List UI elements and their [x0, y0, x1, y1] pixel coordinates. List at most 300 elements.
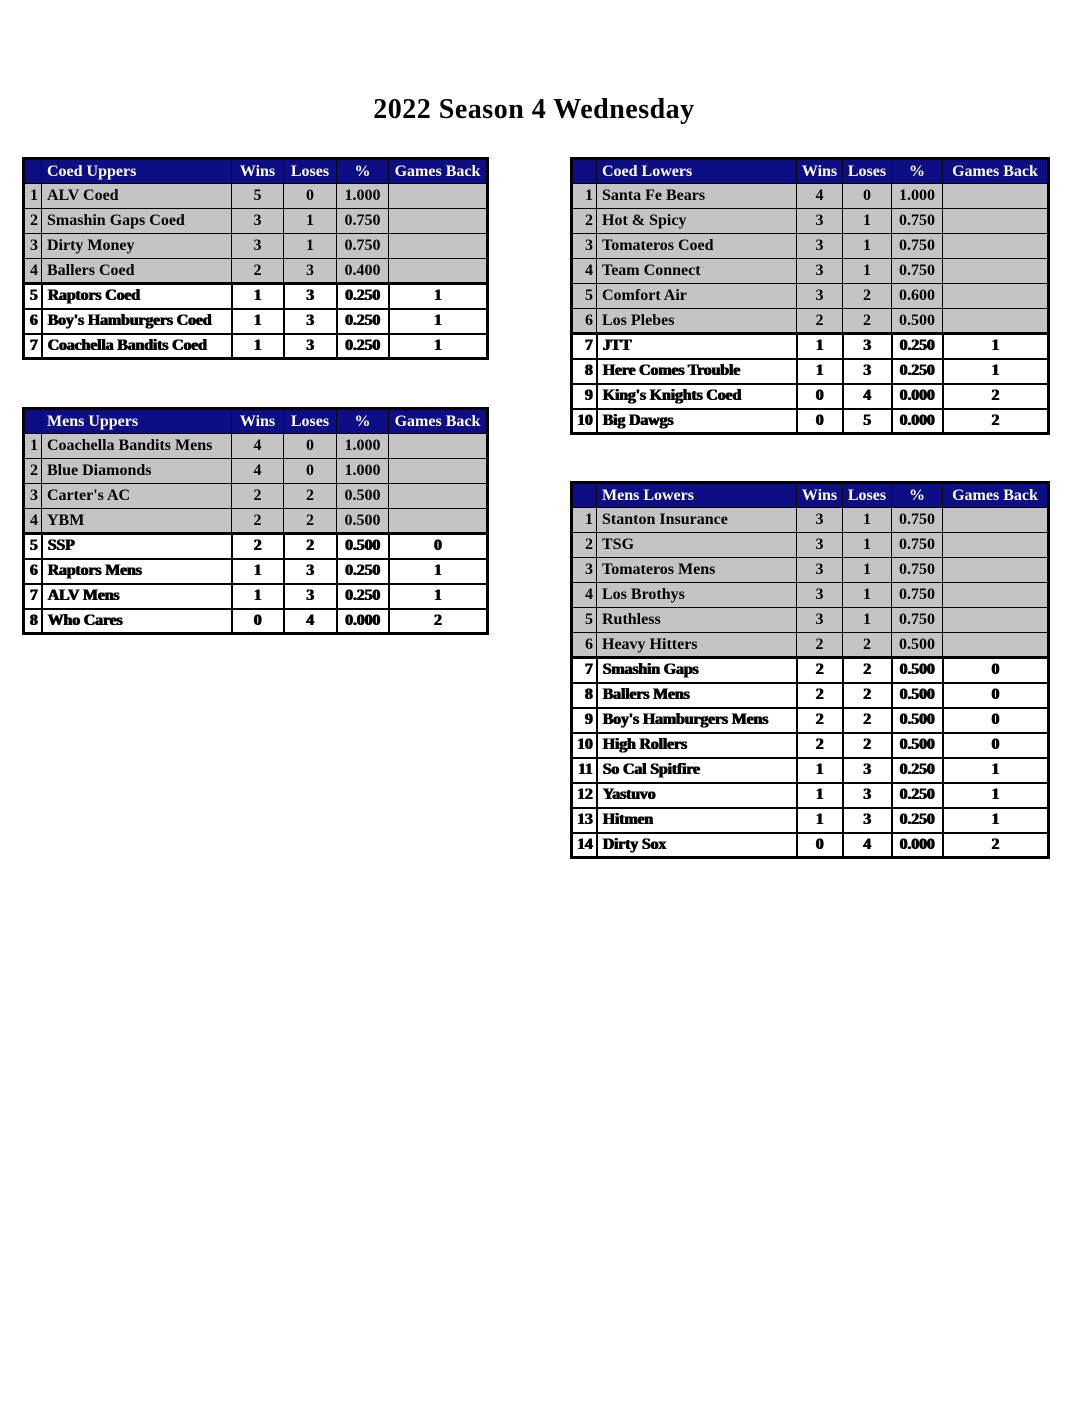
- rank-cell: 9: [572, 384, 597, 409]
- standings-row: [572, 683, 1049, 708]
- table-header-row: [24, 159, 488, 184]
- pct-header-cell: %: [892, 483, 943, 508]
- games-back-cell: 0: [389, 534, 488, 559]
- loses-cell: 1: [284, 234, 337, 259]
- loses-cell: 3: [843, 808, 892, 833]
- loses-cell: 3: [284, 334, 337, 359]
- loses-cell: 1: [843, 558, 892, 583]
- wins-cell: 3: [232, 234, 284, 259]
- pct-cell: 1.000: [892, 184, 943, 209]
- loses-header-cell: Loses: [843, 159, 892, 184]
- team-name-cell: Heavy Hitters: [597, 633, 797, 658]
- rank-cell: 2: [572, 533, 597, 558]
- pct-cell: 0.500: [337, 509, 389, 534]
- loses-cell: 1: [284, 209, 337, 234]
- table-header-row: [572, 159, 1049, 184]
- pct-cell: 0.500: [892, 708, 943, 733]
- team-name-cell: Dirty Sox: [597, 833, 797, 858]
- wins-cell: 4: [797, 184, 843, 209]
- pct-cell: 0.400: [337, 259, 389, 284]
- pct-cell: 0.750: [892, 234, 943, 259]
- wins-cell: 1: [232, 559, 284, 584]
- wins-cell: 1: [232, 584, 284, 609]
- pct-cell: 1.000: [337, 184, 389, 209]
- standings-row: [572, 184, 1049, 209]
- team-name-cell: Coachella Bandits Coed: [42, 334, 232, 359]
- team-name-cell: Coachella Bandits Mens: [42, 434, 232, 459]
- loses-cell: 1: [843, 209, 892, 234]
- team-name-cell: TSG: [597, 533, 797, 558]
- loses-cell: 3: [843, 758, 892, 783]
- pct-cell: 1.000: [337, 459, 389, 484]
- rank-cell: 6: [572, 633, 597, 658]
- games-back-cell: [389, 209, 488, 234]
- loses-cell: 1: [843, 583, 892, 608]
- standings-row: [24, 334, 488, 359]
- standings-row: [24, 284, 488, 309]
- team-name-cell: Los Plebes: [597, 309, 797, 334]
- mens-lowers-standings: [570, 481, 1050, 859]
- wins-header-cell: Wins: [797, 483, 843, 508]
- games-back-header-cell: Games Back: [389, 159, 488, 184]
- coed-uppers-standings: [22, 157, 489, 360]
- standings-row: [572, 633, 1049, 658]
- wins-cell: 1: [797, 783, 843, 808]
- loses-cell: 3: [284, 584, 337, 609]
- team-name-cell: Los Brothys: [597, 583, 797, 608]
- team-name-cell: Yastuvo: [597, 783, 797, 808]
- rank-header-cell: [572, 159, 597, 184]
- pct-cell: 0.250: [892, 359, 943, 384]
- rank-cell: 7: [572, 658, 597, 683]
- rank-cell: 8: [24, 609, 42, 634]
- games-back-cell: [943, 234, 1049, 259]
- pct-header-cell: %: [337, 409, 389, 434]
- rank-cell: 1: [572, 184, 597, 209]
- games-back-cell: [943, 633, 1049, 658]
- rank-cell: 8: [572, 359, 597, 384]
- pct-cell: 0.500: [892, 733, 943, 758]
- games-back-cell: [943, 184, 1049, 209]
- rank-cell: 7: [24, 584, 42, 609]
- pct-header-cell: %: [892, 159, 943, 184]
- pct-header-cell: %: [337, 159, 389, 184]
- standings-row: [572, 409, 1049, 434]
- rank-cell: 13: [572, 808, 597, 833]
- pct-cell: 0.250: [337, 559, 389, 584]
- team-name-cell: Hot & Spicy: [597, 209, 797, 234]
- rank-cell: 5: [24, 284, 42, 309]
- wins-cell: 5: [232, 184, 284, 209]
- games-back-cell: 0: [943, 683, 1049, 708]
- pct-cell: 0.000: [892, 409, 943, 434]
- rank-cell: 11: [572, 758, 597, 783]
- wins-cell: 3: [797, 583, 843, 608]
- loses-cell: 2: [284, 534, 337, 559]
- standings-row: [24, 609, 488, 634]
- standings-row: [572, 608, 1049, 633]
- rank-cell: 5: [24, 534, 42, 559]
- rank-cell: 2: [24, 459, 42, 484]
- standings-row: [24, 559, 488, 584]
- standings-row: [24, 234, 488, 259]
- wins-cell: 1: [797, 758, 843, 783]
- games-back-cell: 1: [389, 309, 488, 334]
- games-back-cell: 1: [943, 359, 1049, 384]
- wins-cell: 2: [797, 708, 843, 733]
- rank-cell: 3: [572, 558, 597, 583]
- standings-row: [24, 259, 488, 284]
- mens-lowers-table: [570, 481, 1047, 859]
- pct-cell: 0.750: [892, 608, 943, 633]
- rank-cell: 6: [24, 309, 42, 334]
- team-name-cell: Raptors Mens: [42, 559, 232, 584]
- games-back-cell: [943, 608, 1049, 633]
- wins-cell: 2: [797, 733, 843, 758]
- rank-cell: 4: [572, 583, 597, 608]
- wins-cell: 3: [232, 209, 284, 234]
- wins-cell: 2: [797, 633, 843, 658]
- games-back-cell: [943, 309, 1049, 334]
- team-name-cell: Smashin Gaps Coed: [42, 209, 232, 234]
- standings-row: [572, 334, 1049, 359]
- standings-row: [572, 284, 1049, 309]
- standings-row: [24, 184, 488, 209]
- pct-cell: 0.750: [337, 234, 389, 259]
- pct-cell: 0.250: [892, 808, 943, 833]
- loses-cell: 2: [843, 658, 892, 683]
- loses-cell: 0: [284, 434, 337, 459]
- rank-cell: 1: [572, 508, 597, 533]
- rank-cell: 4: [24, 509, 42, 534]
- pct-cell: 0.750: [337, 209, 389, 234]
- loses-header-cell: Loses: [284, 159, 337, 184]
- wins-header-cell: Wins: [797, 159, 843, 184]
- loses-cell: 1: [843, 259, 892, 284]
- pct-cell: 0.750: [892, 259, 943, 284]
- wins-cell: 3: [797, 259, 843, 284]
- wins-cell: 2: [232, 534, 284, 559]
- wins-cell: 3: [797, 533, 843, 558]
- standings-row: [572, 833, 1049, 858]
- games-back-cell: 2: [943, 384, 1049, 409]
- pct-cell: 0.250: [337, 309, 389, 334]
- games-back-cell: 1: [389, 584, 488, 609]
- games-back-cell: 0: [943, 733, 1049, 758]
- table-header-row: [24, 409, 488, 434]
- wins-cell: 1: [797, 808, 843, 833]
- wins-cell: 2: [232, 484, 284, 509]
- wins-cell: 1: [232, 334, 284, 359]
- team-name-cell: Here Comes Trouble: [597, 359, 797, 384]
- rank-cell: 4: [24, 259, 42, 284]
- pct-cell: 0.750: [892, 558, 943, 583]
- loses-cell: 2: [843, 284, 892, 309]
- wins-cell: 2: [797, 658, 843, 683]
- wins-cell: 0: [797, 384, 843, 409]
- team-name-cell: Tomateros Mens: [597, 558, 797, 583]
- pct-cell: 0.000: [892, 384, 943, 409]
- games-back-cell: [389, 484, 488, 509]
- pct-cell: 0.250: [892, 334, 943, 359]
- rank-cell: 14: [572, 833, 597, 858]
- standings-row: [572, 783, 1049, 808]
- standings-row: [572, 234, 1049, 259]
- games-back-cell: [943, 533, 1049, 558]
- wins-cell: 0: [232, 609, 284, 634]
- team-name-cell: ALV Mens: [42, 584, 232, 609]
- wins-cell: 1: [797, 334, 843, 359]
- standings-row: [572, 658, 1049, 683]
- loses-cell: 0: [284, 184, 337, 209]
- games-back-cell: 1: [943, 758, 1049, 783]
- standings-row: [572, 508, 1049, 533]
- standings-row: [24, 509, 488, 534]
- rank-cell: 12: [572, 783, 597, 808]
- wins-header-cell: Wins: [232, 409, 284, 434]
- team-name-cell: ALV Coed: [42, 184, 232, 209]
- games-back-cell: [943, 284, 1049, 309]
- standings-row: [572, 808, 1049, 833]
- games-back-header-cell: Games Back: [943, 159, 1049, 184]
- wins-cell: 2: [797, 683, 843, 708]
- table-title: Mens Uppers: [42, 409, 232, 434]
- team-name-cell: Boy's Hamburgers Coed: [42, 309, 232, 334]
- rank-cell: 3: [24, 484, 42, 509]
- page-title: 2022 Season 4 Wednesday: [373, 94, 695, 125]
- team-name-cell: Stanton Insurance: [597, 508, 797, 533]
- wins-cell: 3: [797, 209, 843, 234]
- team-name-cell: Comfort Air: [597, 284, 797, 309]
- coed-lowers-table: [570, 157, 1047, 435]
- wins-cell: 2: [232, 259, 284, 284]
- games-back-cell: [943, 558, 1049, 583]
- games-back-cell: 0: [943, 708, 1049, 733]
- team-name-cell: High Rollers: [597, 733, 797, 758]
- loses-cell: 0: [843, 184, 892, 209]
- wins-cell: 3: [797, 558, 843, 583]
- team-name-cell: Santa Fe Bears: [597, 184, 797, 209]
- games-back-cell: [943, 259, 1049, 284]
- pct-cell: 0.250: [892, 758, 943, 783]
- loses-cell: 3: [843, 334, 892, 359]
- games-back-cell: 1: [943, 808, 1049, 833]
- rank-cell: 2: [572, 209, 597, 234]
- wins-cell: 1: [232, 284, 284, 309]
- loses-cell: 2: [843, 733, 892, 758]
- loses-cell: 5: [843, 409, 892, 434]
- standings-row: [572, 583, 1049, 608]
- games-back-cell: 1: [389, 559, 488, 584]
- games-back-cell: [389, 509, 488, 534]
- pct-cell: 0.250: [892, 783, 943, 808]
- coed-uppers-table: [22, 157, 486, 360]
- rank-cell: 7: [24, 334, 42, 359]
- loses-cell: 1: [843, 508, 892, 533]
- games-back-cell: 2: [389, 609, 488, 634]
- rank-cell: 5: [572, 608, 597, 633]
- wins-cell: 2: [797, 309, 843, 334]
- rank-cell: 9: [572, 708, 597, 733]
- games-back-header-cell: Games Back: [389, 409, 488, 434]
- standings-row: [572, 708, 1049, 733]
- table-header-row: [572, 483, 1049, 508]
- wins-cell: 2: [232, 509, 284, 534]
- rank-cell: 2: [24, 209, 42, 234]
- rank-cell: 8: [572, 683, 597, 708]
- team-name-cell: Smashin Gaps: [597, 658, 797, 683]
- pct-cell: 0.750: [892, 583, 943, 608]
- team-name-cell: Dirty Money: [42, 234, 232, 259]
- rank-cell: 3: [572, 234, 597, 259]
- loses-cell: 3: [284, 559, 337, 584]
- pct-cell: 0.000: [337, 609, 389, 634]
- loses-cell: 4: [284, 609, 337, 634]
- games-back-cell: 1: [943, 334, 1049, 359]
- wins-header-cell: Wins: [232, 159, 284, 184]
- standings-row: [24, 309, 488, 334]
- rank-cell: 10: [572, 409, 597, 434]
- loses-cell: 2: [284, 509, 337, 534]
- rank-cell: 7: [572, 334, 597, 359]
- games-back-header-cell: Games Back: [943, 483, 1049, 508]
- pct-cell: 0.750: [892, 209, 943, 234]
- pct-cell: 0.750: [892, 533, 943, 558]
- team-name-cell: Ballers Mens: [597, 683, 797, 708]
- pct-cell: 0.500: [892, 658, 943, 683]
- wins-cell: 0: [797, 409, 843, 434]
- rank-header-cell: [24, 409, 42, 434]
- loses-cell: 1: [843, 533, 892, 558]
- games-back-cell: 1: [389, 284, 488, 309]
- loses-cell: 2: [843, 309, 892, 334]
- wins-cell: 3: [797, 234, 843, 259]
- loses-cell: 1: [843, 608, 892, 633]
- games-back-cell: 0: [943, 658, 1049, 683]
- pct-cell: 0.500: [337, 534, 389, 559]
- team-name-cell: Blue Diamonds: [42, 459, 232, 484]
- rank-cell: 3: [24, 234, 42, 259]
- games-back-cell: 1: [389, 334, 488, 359]
- coed-lowers-standings: [570, 157, 1050, 435]
- team-name-cell: Carter's AC: [42, 484, 232, 509]
- loses-cell: 4: [843, 384, 892, 409]
- loses-cell: 2: [284, 484, 337, 509]
- team-name-cell: Ballers Coed: [42, 259, 232, 284]
- team-name-cell: Big Dawgs: [597, 409, 797, 434]
- team-name-cell: Hitmen: [597, 808, 797, 833]
- standings-row: [572, 309, 1049, 334]
- wins-cell: 3: [797, 508, 843, 533]
- rank-header-cell: [24, 159, 42, 184]
- games-back-cell: 2: [943, 409, 1049, 434]
- rank-cell: 6: [24, 559, 42, 584]
- standings-row: [572, 359, 1049, 384]
- wins-cell: 4: [232, 434, 284, 459]
- table-title: Mens Lowers: [597, 483, 797, 508]
- pct-cell: 0.500: [892, 683, 943, 708]
- pct-cell: 0.500: [337, 484, 389, 509]
- mens-uppers-table: [22, 407, 486, 635]
- table-title: Coed Uppers: [42, 159, 232, 184]
- pct-cell: 1.000: [337, 434, 389, 459]
- loses-cell: 3: [284, 309, 337, 334]
- team-name-cell: YBM: [42, 509, 232, 534]
- team-name-cell: Raptors Coed: [42, 284, 232, 309]
- games-back-cell: 2: [943, 833, 1049, 858]
- standings-row: [24, 484, 488, 509]
- team-name-cell: Ruthless: [597, 608, 797, 633]
- loses-cell: 4: [843, 833, 892, 858]
- pct-cell: 0.750: [892, 508, 943, 533]
- rank-cell: 10: [572, 733, 597, 758]
- wins-cell: 4: [232, 459, 284, 484]
- loses-cell: 2: [843, 708, 892, 733]
- games-back-cell: [389, 434, 488, 459]
- games-back-cell: [389, 184, 488, 209]
- rank-cell: 1: [24, 434, 42, 459]
- loses-header-cell: Loses: [284, 409, 337, 434]
- wins-cell: 0: [797, 833, 843, 858]
- wins-cell: 1: [797, 359, 843, 384]
- team-name-cell: Boy's Hamburgers Mens: [597, 708, 797, 733]
- team-name-cell: So Cal Spitfire: [597, 758, 797, 783]
- standings-row: [572, 209, 1049, 234]
- rank-cell: 1: [24, 184, 42, 209]
- team-name-cell: King's Knights Coed: [597, 384, 797, 409]
- standings-row: [572, 758, 1049, 783]
- pct-cell: 0.250: [337, 284, 389, 309]
- standings-row: [572, 558, 1049, 583]
- standings-row: [572, 733, 1049, 758]
- loses-cell: 0: [284, 459, 337, 484]
- loses-cell: 2: [843, 633, 892, 658]
- pct-cell: 0.500: [892, 309, 943, 334]
- standings-row: [572, 259, 1049, 284]
- loses-header-cell: Loses: [843, 483, 892, 508]
- loses-cell: 3: [843, 783, 892, 808]
- rank-cell: 6: [572, 309, 597, 334]
- games-back-cell: 1: [943, 783, 1049, 808]
- standings-row: [24, 434, 488, 459]
- loses-cell: 2: [843, 683, 892, 708]
- mens-uppers-standings: [22, 407, 489, 635]
- wins-cell: 3: [797, 284, 843, 309]
- pct-cell: 0.500: [892, 633, 943, 658]
- wins-cell: 1: [232, 309, 284, 334]
- team-name-cell: JTT: [597, 334, 797, 359]
- games-back-cell: [389, 459, 488, 484]
- pct-cell: 0.000: [892, 833, 943, 858]
- pct-cell: 0.250: [337, 584, 389, 609]
- games-back-cell: [943, 209, 1049, 234]
- standings-row: [24, 209, 488, 234]
- standings-row: [24, 584, 488, 609]
- loses-cell: 3: [843, 359, 892, 384]
- standings-row: [572, 533, 1049, 558]
- standings-row: [572, 384, 1049, 409]
- games-back-cell: [389, 234, 488, 259]
- games-back-cell: [389, 259, 488, 284]
- team-name-cell: Tomateros Coed: [597, 234, 797, 259]
- team-name-cell: Team Connect: [597, 259, 797, 284]
- table-title: Coed Lowers: [597, 159, 797, 184]
- standings-row: [24, 534, 488, 559]
- team-name-cell: Who Cares: [42, 609, 232, 634]
- wins-cell: 3: [797, 608, 843, 633]
- games-back-cell: [943, 508, 1049, 533]
- rank-cell: 4: [572, 259, 597, 284]
